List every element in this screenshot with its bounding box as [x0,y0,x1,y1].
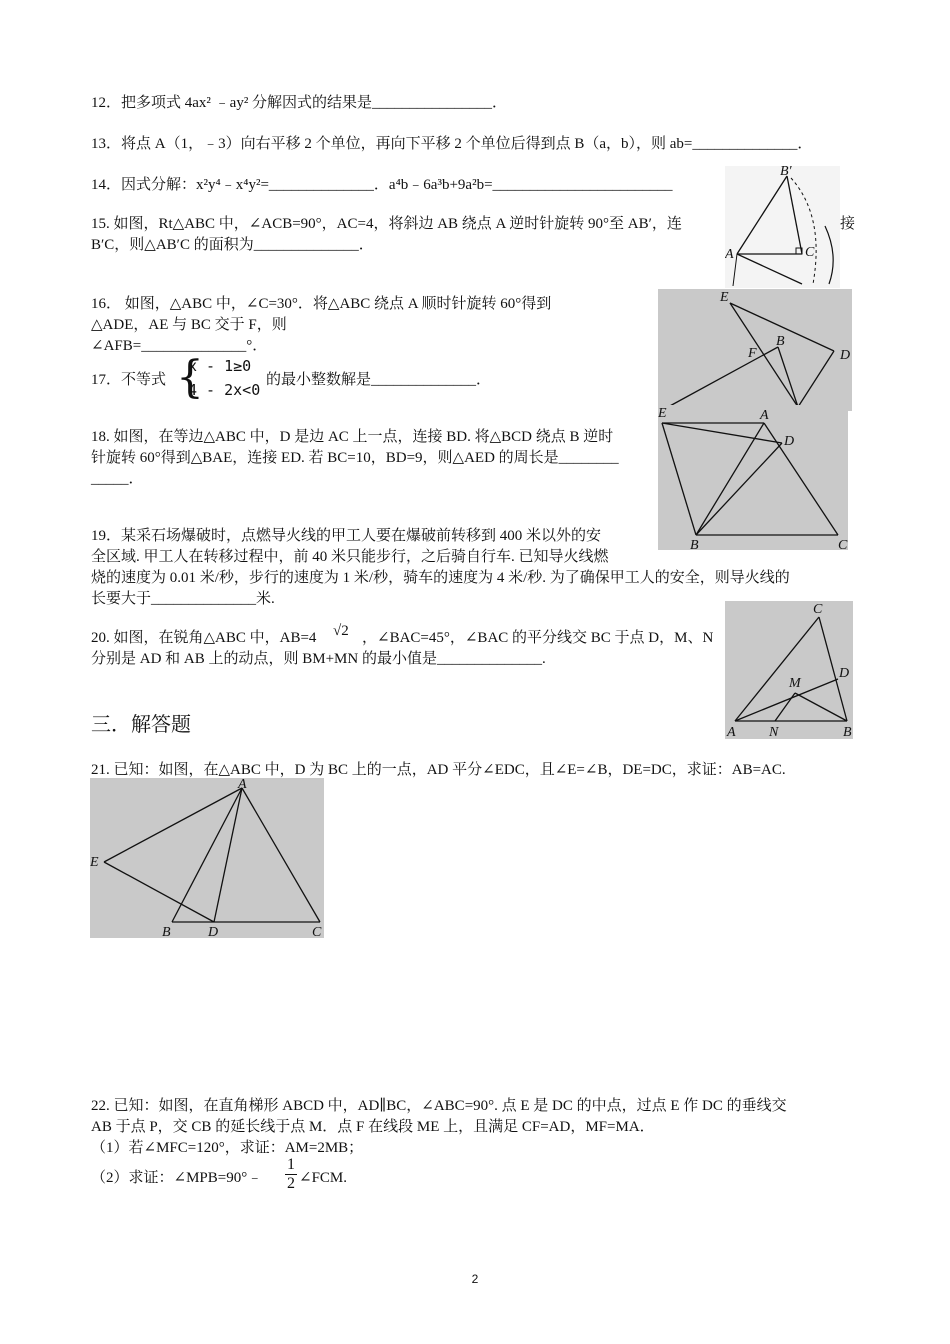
question-20-line1-a: 20. 如图，在锐角△ABC 中，AB=4 [91,630,317,646]
figure-q21 [90,778,324,938]
figure-q16-drawing [658,289,852,411]
label-c: C [838,538,848,550]
question-13: 13．将点 A（1，﹣3）向右平移 2 个单位，再向下平移 2 个单位后得到点 B（a，b），则 ab=______________． [91,136,813,152]
question-22-part1: （1）若∠MFC=120°，求证：AM=2MB； [91,1140,364,1156]
question-18-line3: _____． [91,471,144,487]
label-a: A [725,247,734,262]
label-d: D [840,348,851,363]
question-15-line1: 15. 如图，Rt△ABC 中，∠ACB=90°，AC=4，将斜边 AB 绕点 A 逆时针旋转 90°至 AB′，连 [91,216,682,232]
section-heading: 三．解答题 [91,714,191,736]
question-15-tail: 接 [840,216,856,232]
question-20-line1-b: ，∠BAC=45°，∠BAC 的平分线交 BC 于点 D，M、N [362,630,714,646]
question-14: 14．因式分解：x²y⁴﹣x⁴y²=______________．a⁴b﹣6a³b+9a²b=________________________ [91,177,673,193]
question-22-part2-b: ∠FCM. [299,1170,348,1186]
label-b: B [162,925,171,938]
figure-q15 [725,166,840,288]
label-b-prime: B′ [780,166,792,179]
fraction-half [285,1156,297,1193]
label-d: D [839,666,850,681]
question-18-line1: 18. 如图，在等边△ABC 中，D 是边 AC 上一点，连接 BD. 将△BCD 绕点 B 逆时 [91,429,614,445]
label-n: N [769,725,779,739]
question-17-label: 17．不等式 [91,372,167,388]
figure-q21-drawing [90,778,324,938]
label-c: C [312,925,322,938]
question-19-line1: 19．某采石场爆破时，点燃导火线的甲工人要在爆破前转移到 400 米以外的安 [91,528,602,544]
label-b: B [843,725,852,739]
question-20-line2: 分别是 AD 和 AB 上的动点，则 BM+MN 的最小值是______________. [91,651,546,667]
question-22-line2: AB 于点 P，交 CB 的延长线于点 M．点 F 在线段 ME 上，且满足 CF=AD，MF=MA． [91,1119,655,1135]
figure-q16 [658,289,852,411]
page-number: 2 [471,1272,479,1286]
figure-q20 [725,601,853,739]
label-e: E [658,406,667,421]
question-15-line2: B′C，则△AB′C 的面积为______________． [91,237,374,253]
label-f: F [748,346,757,361]
sqrt-two: √2 [333,623,349,639]
question-18-line2: 针旋转 60°得到△BAE，连接 ED. 若 BC=10，BD=9，则△AED 的周长是________ [91,450,619,466]
fraction-denominator: 2 [287,1175,295,1192]
label-e: E [90,855,99,870]
label-d: D [208,925,219,938]
question-17-tail: 的最小整数解是______________． [266,372,492,388]
question-16-line3: ∠AFB=______________°． [91,338,268,354]
label-c: C [813,602,823,617]
inequality-row-1: x - 1≥0 [188,357,252,375]
question-19-line3: 烧的速度为 0.01 米/秒，步行的速度为 1 米/秒，骑车的速度为 4 米/秒. 为了确保甲工人的安全，则导火线的 [91,570,790,586]
question-19-line4: 长要大于______________米. [91,591,275,607]
label-d: D [784,434,795,449]
label-c: C [805,245,815,260]
label-m: M [789,676,801,691]
label-a: A [760,408,769,423]
question-22-part2-a: （2）求证：∠MPB=90°﹣ [91,1170,263,1186]
question-22-line1: 22. 已知：如图，在直角梯形 ABCD 中，AD∥BC，∠ABC=90°. 点 E 是 DC 的中点，过点 E 作 DC 的垂线交 [91,1098,787,1114]
fraction-numerator: 1 [287,1156,295,1173]
label-a: A [727,725,736,739]
label-b: B [776,334,785,349]
label-b: B [690,538,699,550]
figure-q15-drawing [725,166,840,288]
inequality-system [176,352,268,405]
figure-q20-drawing [725,601,853,739]
figure-q18 [658,405,848,550]
question-16-line1: 16． 如图，△ABC 中，∠C=30°．将△ABC 绕点 A 顺时针旋转 60°得到 [91,296,552,312]
question-19-line2: 全区域. 甲工人在转移过程中，前 40 米只能步行，之后骑自行车. 已知导火线燃 [91,549,609,565]
question-21: 21. 已知：如图，在△ABC 中，D 为 BC 上的一点，AD 平分∠EDC，且∠E=∠B，DE=DC，求证：AB=AC. [91,762,786,778]
label-a: A [238,778,247,792]
question-16-line2: △ADE，AE 与 BC 交于 F，则 [91,317,287,333]
inequality-row-2: 4 - 2x<0 [188,381,261,399]
label-e: E [720,290,729,305]
question-12: 12．把多项式 4ax² ﹣ay² 分解因式的结果是________________． [91,95,508,111]
figure-q18-drawing [658,405,848,550]
brace-icon: { [176,352,204,403]
